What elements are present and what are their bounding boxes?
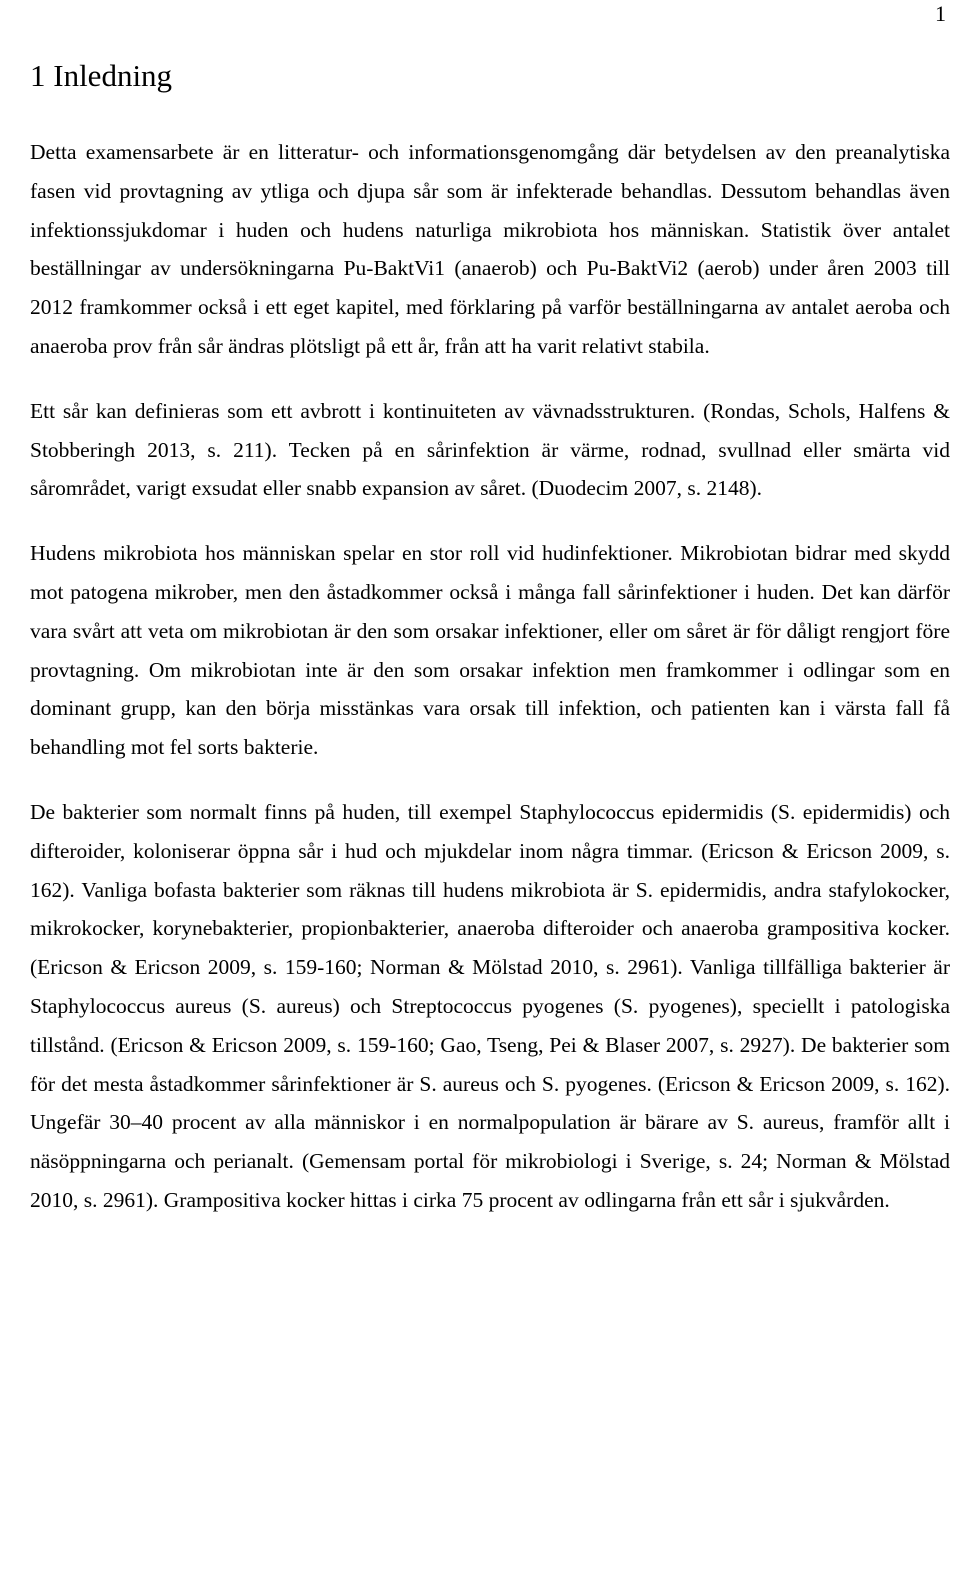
paragraph-introduction: Detta examensarbete är en litteratur- och informationsgenomgång där betydelsen av den preanalytiska fasen vid provtagning av ytliga och djupa sår som är infekterade behandlas. Dessutom behandlas även infektionssjukdomar i huden och hudens naturliga mikrobiota hos människan. Statistik över antalet beställningar av undersökningarna Pu-BaktVi1 (anaerob) och Pu-BaktVi2 (aerob) under åren 2003 till 2012 framkommer också i ett eget kapitel, med förklaring på varför beställningarna av antalet aeroba och anaeroba prov från sår ändras plötsligt på ett år, från att ha varit relativt stabila. bbox=[30, 140, 950, 358]
page-number: 1 bbox=[935, 1, 946, 26]
paragraph-skin-microbiota: Hudens mikrobiota hos människan spelar en stor roll vid hudinfektioner. Mikrobiotan bidrar med skydd mot patogena mikrober, men den åstadkommer också i många fall sårinfektioner i huden. Det kan därför vara svårt att veta om mikrobiotan är den som orsakar infektioner, eller om såret är för dåligt rengjort före provtagning. Om mikrobiotan inte är den som orsakar infektion men framkommer i odlingar som en dominant grupp, kan den börja misstänkas vara orsak till infektion, och patienten kan i värsta fall få behandling mot fel sorts bakterie. bbox=[30, 541, 950, 760]
section-heading: 1 Inledning bbox=[30, 58, 173, 93]
paragraph-bacteria: De bakterier som normalt finns på huden, till exempel Staphylococcus epidermidis (S. epidermidis) och difteroider, koloniserar öppna sår i hud och mjukdelar inom några timmar. (Ericson & Ericson 2009, s. 162). Vanliga bofasta bakterier som räknas till hudens mikrobiota är S. epidermidis, andra stafylokocker, mikrokocker, korynebakterier, propionbakterier, anaeroba difteroider och anaeroba grampositiva kocker. (Ericson & Ericson 2009, s. 159-160; Norman & Mölstad 2010, s. 2961). Vanliga tillfälliga bakterier är Staphylococcus aureus (S. aureus) och Streptococcus pyogenes (S. pyogenes), speciellt i patologiska tillstånd. (Ericson & Ericson 2009, s. 159-160; Gao, Tseng, Pei & Blaser 2007, s. 2927). De bakterier som för det mesta åstadkommer sårinfektioner är S. aureus och S. pyogenes. (Ericson & Ericson 2009, s. 162). Ungefär 30–40 procent av alla människor i en normalpopulation är bärare av S. aureus, framför allt i näsöppningarna och perianalt. (Gemensam portal för mikrobiologi i Sverige, s. 24; Norman & Mölstad 2010, s. 2961). Grampositiva kocker hittas i cirka 75 procent av odlingarna från ett sår i sjukvården. bbox=[30, 799, 950, 1212]
body-text bbox=[30, 133, 950, 1246]
paragraph-wound-definition: Ett sår kan definieras som ett avbrott i kontinuiteten av vävnadsstrukturen. (Rondas, Schols, Halfens & Stobberingh 2013, s. 211). Tecken på en sårinfektion är värme, rodnad, svullnad eller smärta vid sårområdet, varigt exsudat eller snabb expansion av såret. (Duodecim 2007, s. 2148). bbox=[30, 398, 950, 501]
